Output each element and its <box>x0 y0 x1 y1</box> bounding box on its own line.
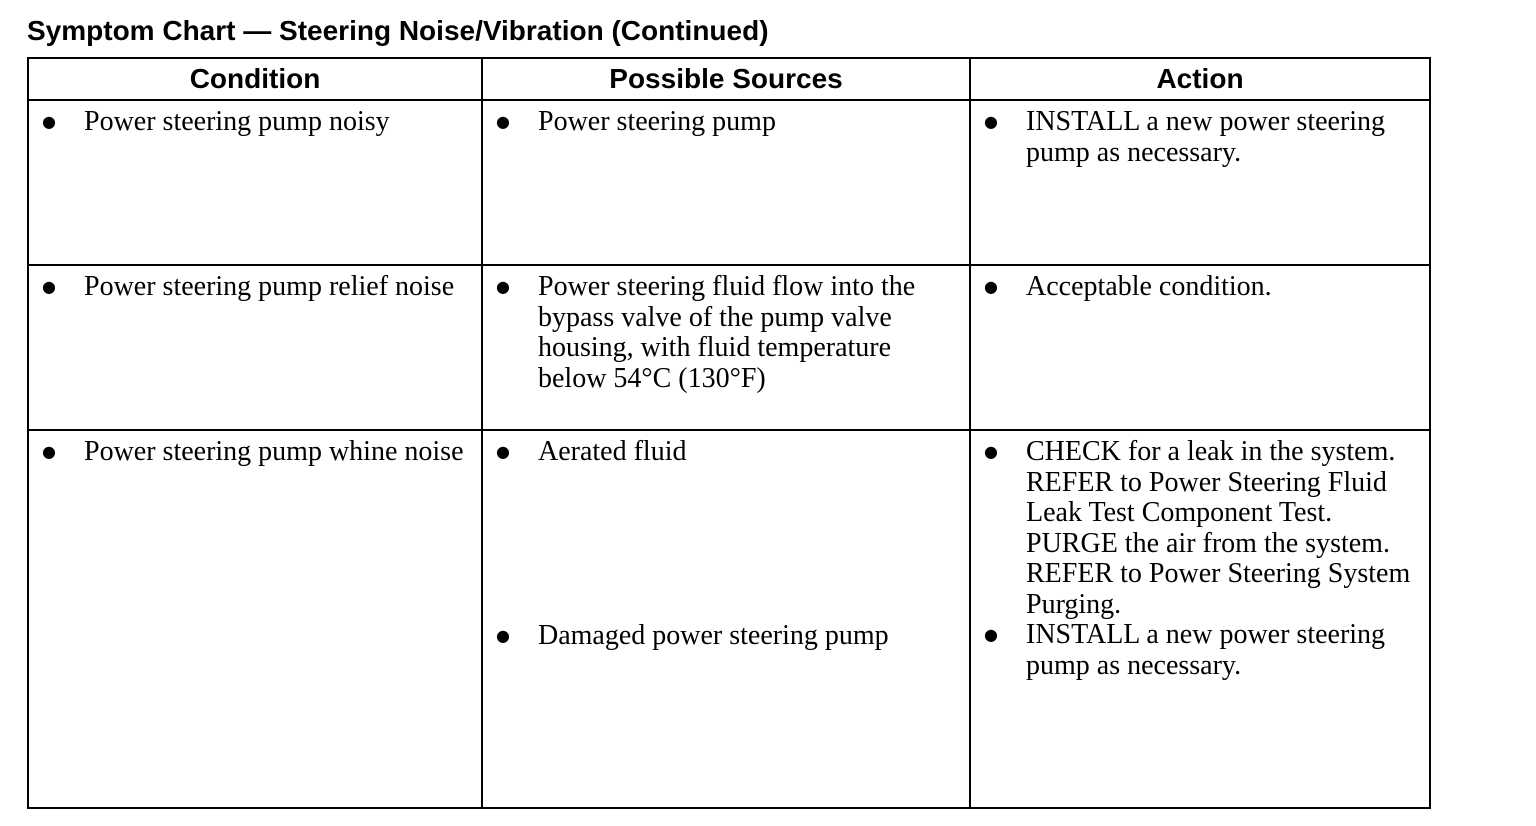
sources-cell <box>482 430 970 808</box>
action-text: INSTALL a new power steering pump as necessary. <box>1026 106 1386 168</box>
list-item <box>483 107 969 138</box>
condition-text: Power steering pump noisy <box>84 106 390 137</box>
column-header-possible-sources: Possible Sources <box>482 58 970 100</box>
list-item <box>483 272 969 394</box>
bullet-icon: ● <box>496 442 510 461</box>
condition-cell <box>28 430 482 808</box>
list-item <box>971 437 1429 620</box>
source-text: Damaged power steering pump <box>538 619 889 651</box>
list-item <box>483 437 969 468</box>
condition-text: Power steering pump relief noise <box>84 271 455 302</box>
action-text: INSTALL a new power steering pump as necessary. <box>1026 619 1386 681</box>
list-item <box>29 272 481 303</box>
list-item <box>29 437 481 468</box>
source-text: Power steering pump <box>538 106 776 137</box>
action-cell <box>970 430 1430 808</box>
table-row <box>28 430 1430 808</box>
action-text: Acceptable condition. <box>1026 271 1272 302</box>
bullet-icon: ● <box>496 112 510 131</box>
table-row <box>28 265 1430 430</box>
condition-text: Power steering pump whine noise <box>84 436 464 467</box>
list-item <box>483 621 969 652</box>
list-item <box>29 107 481 138</box>
bullet-icon: ● <box>984 112 998 131</box>
source-text: Aerated fluid <box>538 436 687 467</box>
bullet-icon: ● <box>42 112 56 131</box>
column-header-condition: Condition <box>28 58 482 100</box>
condition-cell <box>28 100 482 265</box>
bullet-icon: ● <box>984 442 998 461</box>
action-cell <box>970 265 1430 430</box>
action-cell <box>970 100 1430 265</box>
condition-cell <box>28 265 482 430</box>
bullet-icon: ● <box>42 442 56 461</box>
spacer <box>483 468 969 621</box>
symptom-table <box>27 57 1431 809</box>
bullet-icon: ● <box>984 625 998 644</box>
action-text: CHECK for a leak in the system. REFER to Power Steering Fluid Leak Test Component Test. PURGE the air from the system. REFER to Power Steering System Purging. <box>1026 436 1411 620</box>
list-item <box>971 107 1429 168</box>
list-item <box>971 620 1429 681</box>
bullet-icon: ● <box>496 277 510 296</box>
sources-cell <box>482 265 970 430</box>
bullet-icon: ● <box>984 277 998 296</box>
table-header-row <box>28 58 1430 100</box>
bullet-icon: ● <box>496 625 510 645</box>
table-row <box>28 100 1430 265</box>
page-title: Symptom Chart — Steering Noise/Vibration (Continued) <box>27 15 769 46</box>
sources-cell <box>482 100 970 265</box>
bullet-icon: ● <box>42 277 56 296</box>
column-header-action: Action <box>970 58 1430 100</box>
list-item <box>971 272 1429 303</box>
source-text: Power steering fluid flow into the bypass valve of the pump valve housing, with fluid temperature below 54°C (130°F) <box>538 271 916 394</box>
